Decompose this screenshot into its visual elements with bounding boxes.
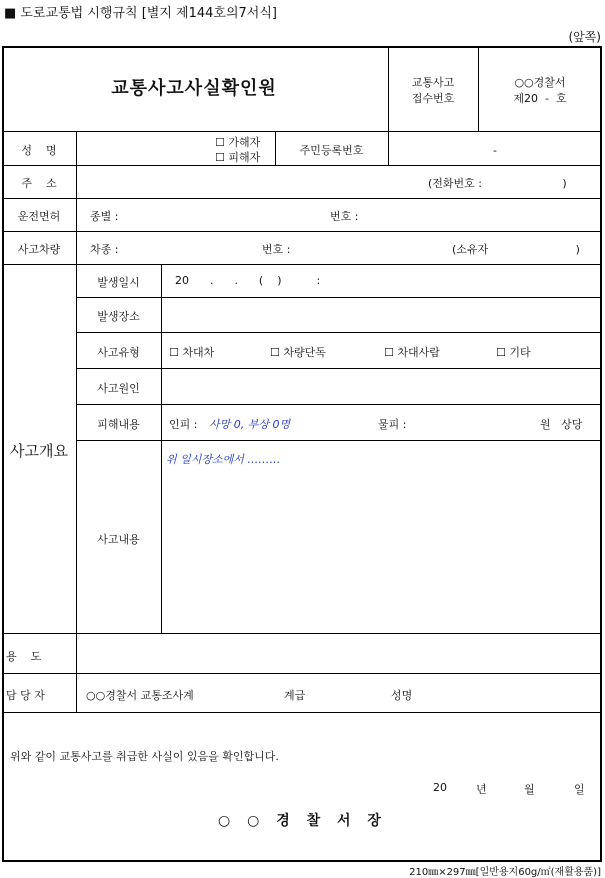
divider (2, 198, 602, 199)
datetime-label: 발생일시 (97, 276, 140, 289)
type-option-vehicle-vehicle[interactable]: ☐ 차대차 (169, 346, 215, 359)
officer-name-field[interactable]: 성명 (391, 689, 413, 702)
divider (76, 368, 602, 369)
divider (2, 131, 602, 132)
divider (2, 264, 602, 265)
receipt-label-1: 교통사고 (411, 76, 455, 89)
divider (76, 404, 602, 405)
vehicle-type-field[interactable]: 차종 : (90, 243, 119, 256)
cause-label: 사고원인 (97, 382, 140, 395)
type-label: 사고유형 (97, 346, 140, 359)
side-label: (앞쪽) (568, 30, 601, 44)
place-label: 발생장소 (97, 310, 140, 323)
divider (2, 231, 602, 232)
vehicle-number-field[interactable]: 번호 : (262, 243, 291, 256)
divider (161, 264, 162, 633)
type-option-other[interactable]: ☐ 기타 (496, 346, 531, 359)
damage-label: 피해내용 (97, 418, 140, 431)
human-damage-value[interactable]: 사망 0, 부상 0명 (209, 418, 291, 431)
vehicle-label: 사고차량 (17, 243, 61, 256)
human-damage-label: 인피 : (169, 418, 198, 431)
phone-field[interactable]: (전화번호 : ) (428, 177, 567, 190)
content-label: 사고내용 (97, 533, 140, 546)
date-day-unit: 일 (574, 783, 585, 796)
divider (2, 633, 602, 634)
type-option-vehicle-person[interactable]: ☐ 차대사람 (384, 346, 440, 359)
receipt-number: 제20 - 호 (513, 92, 567, 105)
police-chief-signature: ○ ○ 경 찰 서 장 (218, 813, 387, 829)
officer-label: 담 당 자 (6, 689, 45, 702)
summary-label: 사고개요 (10, 442, 68, 460)
address-label: 주 소 (21, 177, 57, 190)
divider (76, 440, 602, 441)
offender-checkbox[interactable]: ☐ 가해자 (215, 136, 261, 149)
license-type-field[interactable]: 종별 : (90, 210, 119, 223)
date-year-unit: 년 (476, 783, 487, 796)
form-frame (2, 46, 602, 862)
content-field[interactable]: 위 일시장소에서 ……… (166, 453, 281, 466)
receipt-label-2: 접수번호 (411, 92, 455, 105)
victim-checkbox[interactable]: ☐ 피해자 (215, 151, 261, 164)
license-number-field[interactable]: 번호 : (330, 210, 359, 223)
date-month-unit: 월 (524, 783, 535, 796)
officer-rank-field[interactable]: 계급 (284, 689, 306, 702)
amount-label: 원 상당 (540, 418, 583, 431)
divider (76, 332, 602, 333)
divider (2, 673, 602, 674)
confirm-text: 위와 같이 교통사고를 취급한 사실이 있음을 확인합니다. (10, 750, 279, 763)
purpose-label: 용 도 (6, 650, 42, 663)
divider (76, 297, 602, 298)
form-title: ■ 도로교통법 시행규칙 [별지 제144호의7서식] (4, 6, 277, 21)
paper-spec: 210㎜×297㎜[일반용지60g/㎡(재활용품)] (409, 867, 601, 878)
receipt-station: ○○경찰서 (514, 76, 566, 89)
resident-number-field[interactable]: - (493, 144, 497, 157)
resident-number-label: 주민등록번호 (299, 144, 364, 157)
property-damage-label: 물피 : (378, 418, 407, 431)
officer-dept: ○○경찰서 교통조사계 (86, 689, 194, 702)
name-label: 성 명 (21, 144, 57, 157)
document-title: 교통사고사실확인원 (111, 78, 277, 99)
datetime-field[interactable]: 20 . . ( ) : (175, 274, 321, 287)
owner-field[interactable]: (소유자 ) (452, 243, 580, 256)
type-option-single-vehicle[interactable]: ☐ 차량단독 (270, 346, 326, 359)
date-year[interactable]: 20 (433, 781, 447, 794)
divider (2, 712, 602, 713)
license-label: 운전면허 (17, 210, 61, 223)
divider (2, 165, 602, 166)
